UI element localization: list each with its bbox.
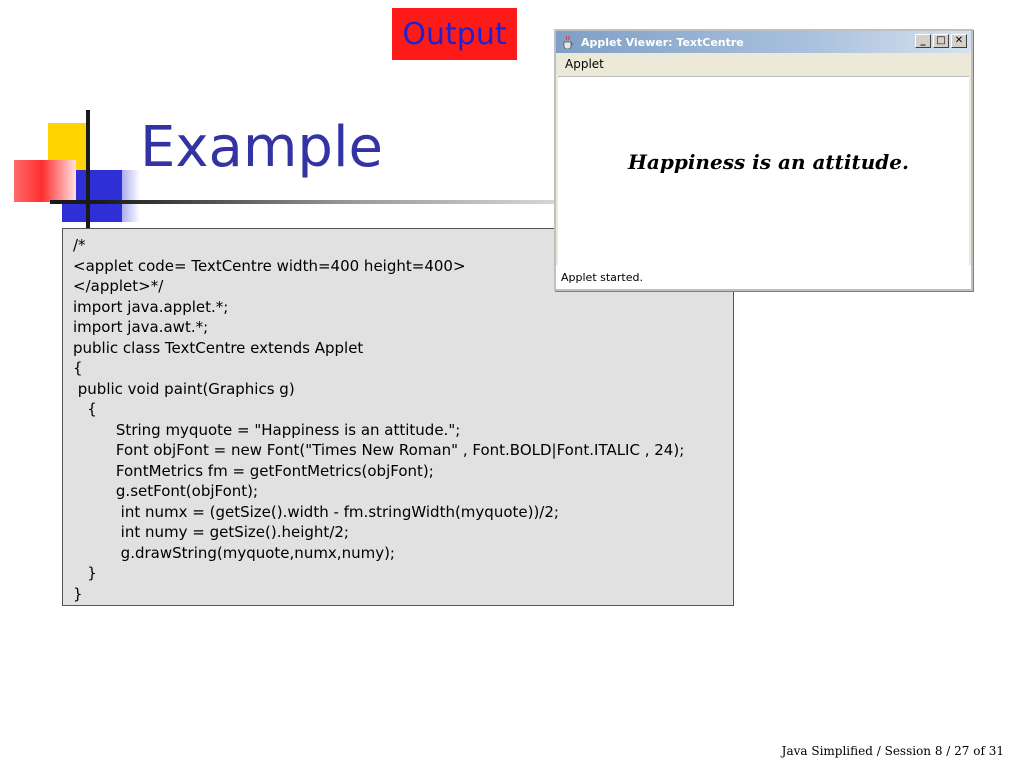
- output-label: Output: [392, 8, 517, 60]
- minimize-button[interactable]: _: [915, 34, 931, 48]
- code-line: {: [73, 359, 83, 377]
- code-line: FontMetrics fm = getFontMetrics(objFont);: [73, 461, 434, 480]
- applet-quote-text: Happiness is an attitude.: [628, 150, 909, 174]
- decor-vertical-line: [86, 110, 90, 228]
- code-line: public void paint(Graphics g): [73, 379, 295, 398]
- decor-blue-fade: [95, 170, 140, 222]
- slide-title: Example: [140, 115, 383, 180]
- code-line: {: [73, 400, 97, 418]
- code-line: int numy = getSize().height/2;: [73, 523, 349, 541]
- code-line: String myquote = "Happiness is an attitude.";: [73, 420, 461, 439]
- window-title: Applet Viewer: TextCentre: [581, 35, 744, 49]
- code-line: </applet>*/: [73, 277, 164, 295]
- slide-footer: Java Simplified / Session 8 / 27 of 31: [781, 744, 1004, 758]
- code-line: <applet code= TextCentre width=400 height=400>: [73, 256, 466, 275]
- window-title-bar[interactable]: [556, 31, 971, 53]
- status-text: Applet started.: [561, 270, 643, 284]
- code-line: /*: [73, 236, 86, 254]
- code-line: int numx = (getSize().width - fm.stringWidth(myquote))/2;: [73, 502, 559, 521]
- code-line: import java.awt.*;: [73, 318, 209, 336]
- code-line: }: [73, 564, 97, 582]
- menu-bar: [556, 53, 971, 75]
- java-cup-icon: [561, 35, 575, 49]
- code-line: Font objFont = new Font("Times New Roman" , Font.BOLD|Font.ITALIC , 24);: [73, 441, 685, 459]
- applet-viewer-window: [554, 29, 973, 291]
- window-controls: [915, 34, 967, 48]
- code-line: g.setFont(objFont);: [73, 482, 259, 500]
- decor-red-square: [14, 160, 76, 202]
- title-underline: [50, 200, 555, 204]
- code-line: public class TextCentre extends Applet: [73, 338, 364, 357]
- status-bar: [556, 265, 971, 289]
- code-line: g.drawString(myquote,numx,numy);: [73, 543, 395, 562]
- applet-canvas: [558, 76, 969, 266]
- menu-applet[interactable]: Applet: [565, 57, 604, 71]
- code-line: import java.applet.*;: [73, 297, 229, 316]
- code-line: }: [73, 584, 83, 603]
- maximize-button[interactable]: □: [933, 34, 949, 48]
- close-button[interactable]: ✕: [951, 34, 967, 48]
